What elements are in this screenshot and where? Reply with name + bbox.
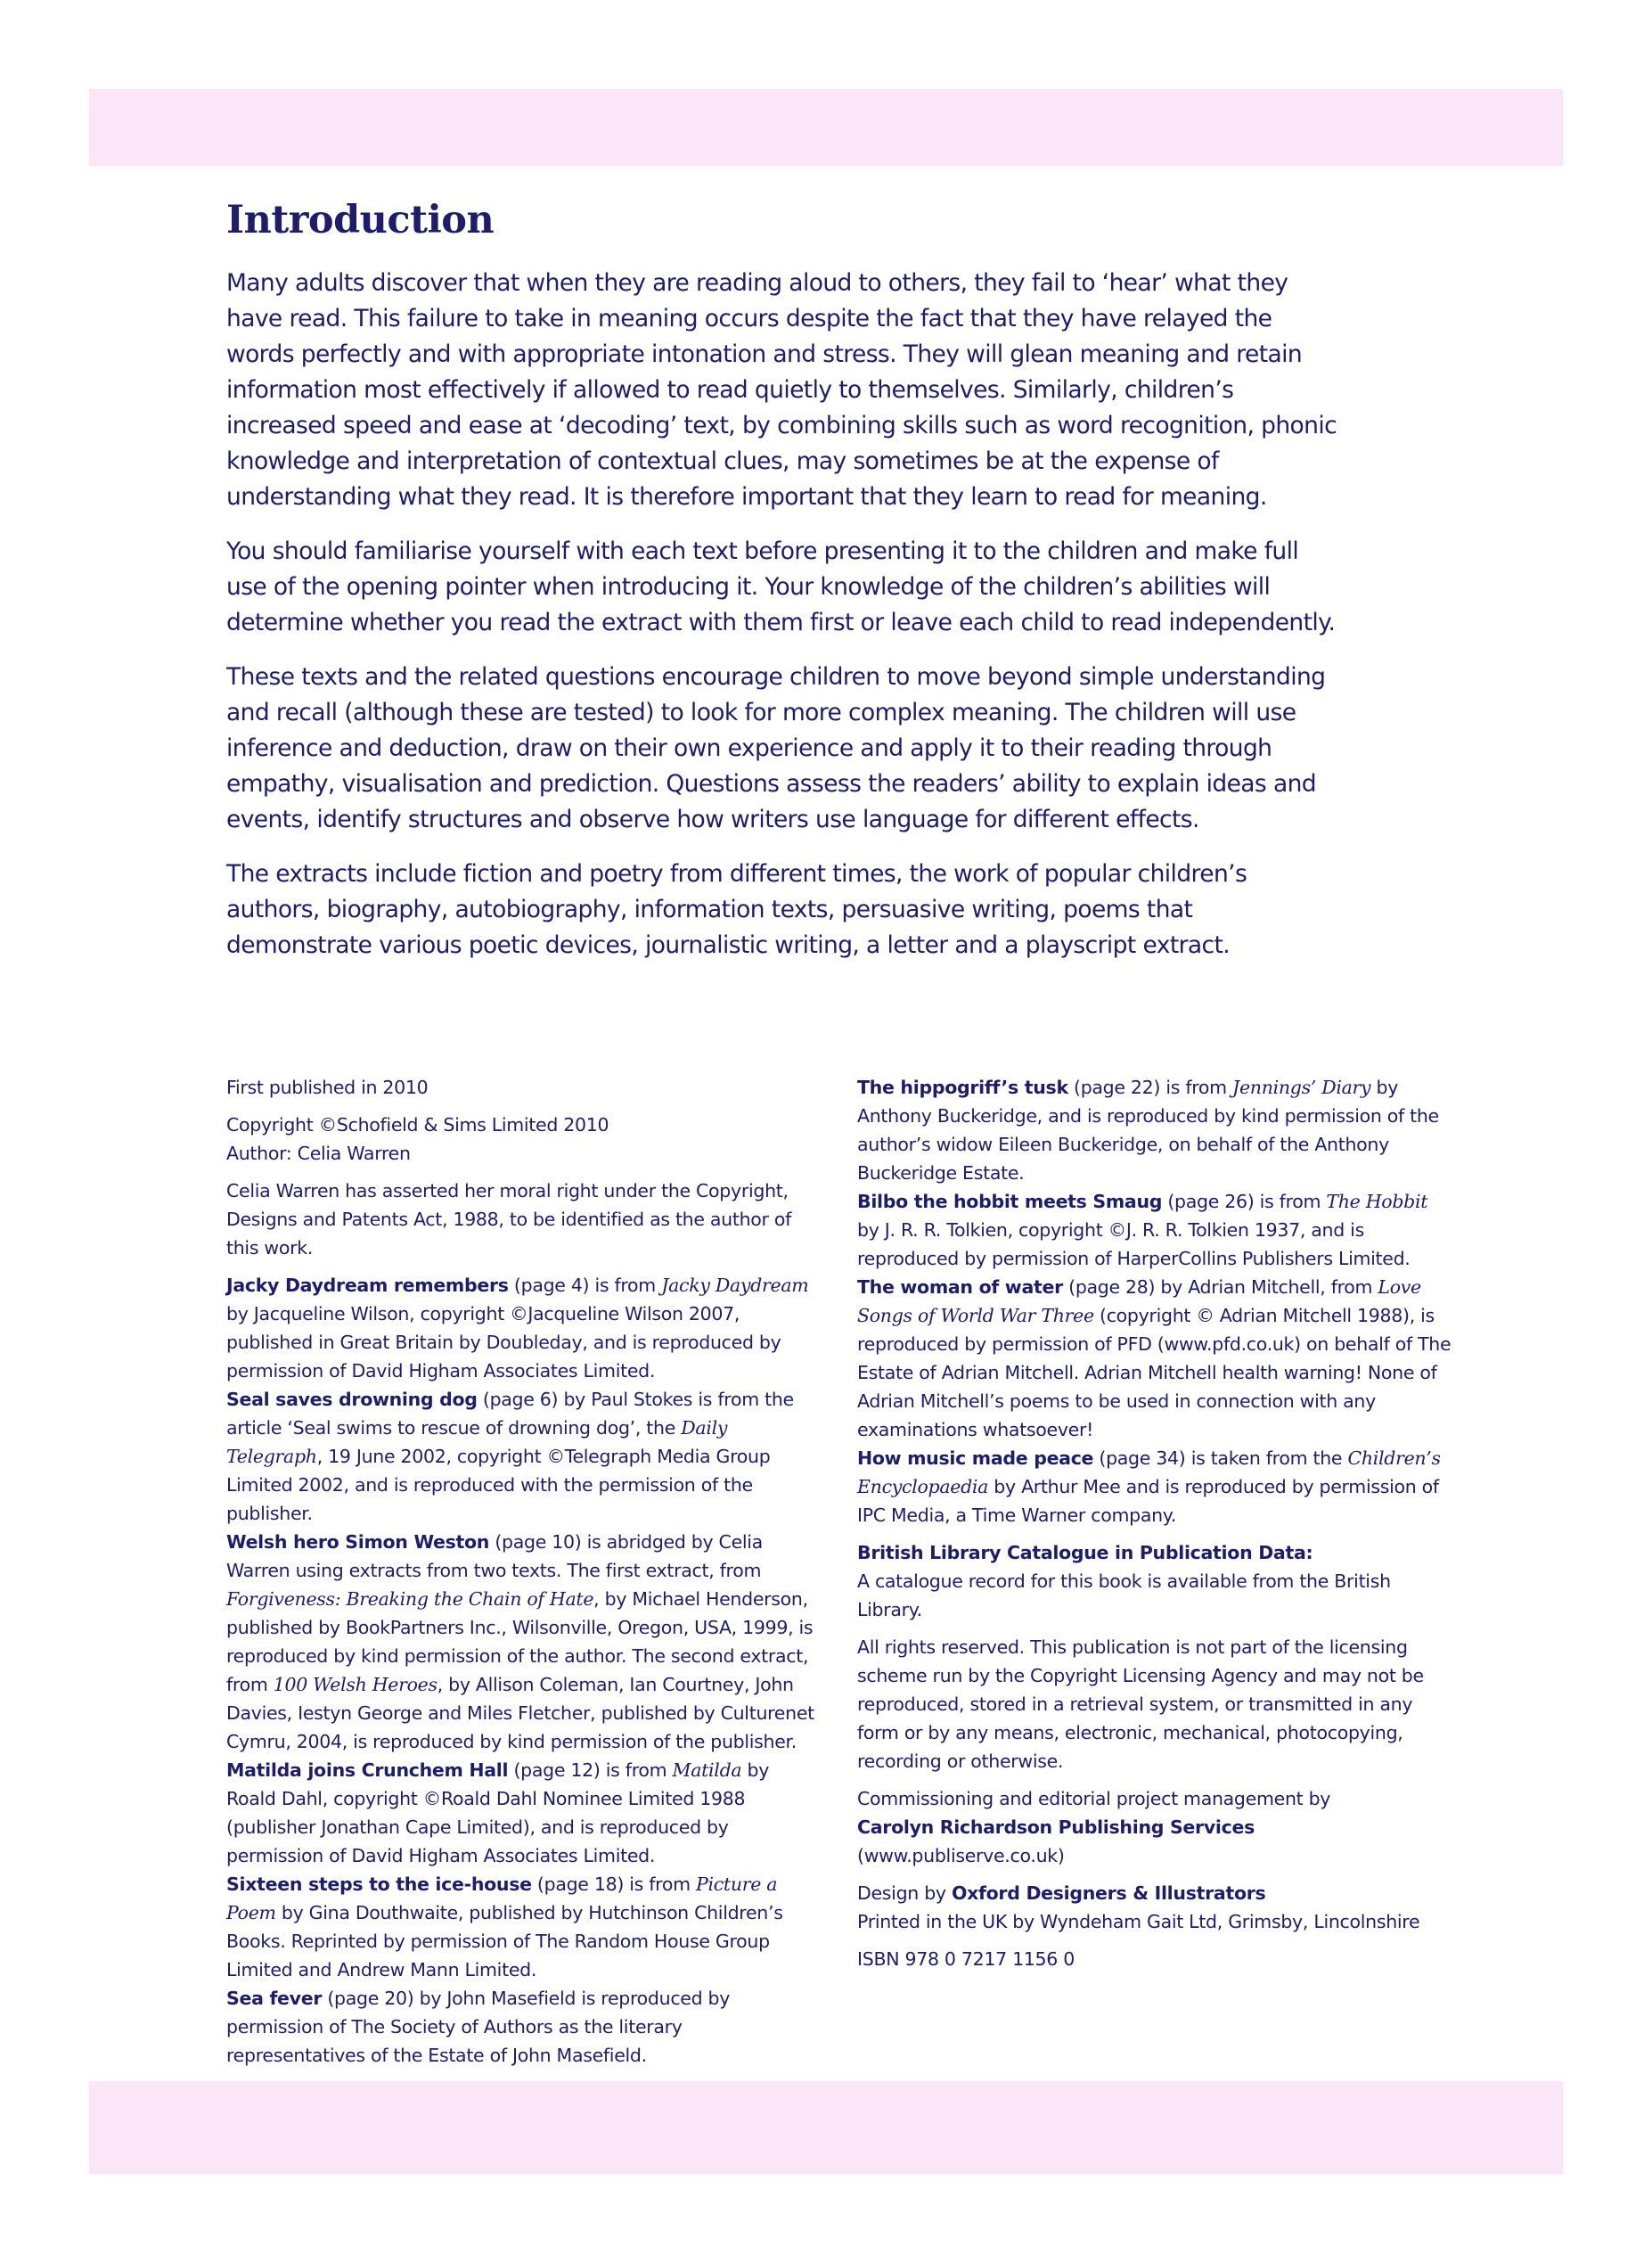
- credit-music-peace: [857, 1444, 1454, 1529]
- commissioning-line: Commissioning and editorial project management by: [857, 1788, 1331, 1809]
- credit-book-title: Jennings’ Diary: [1232, 1077, 1371, 1098]
- page-title: Introduction: [226, 198, 495, 242]
- credit-sixteen-steps: [226, 1870, 823, 1984]
- credit-text: by Arthur Mee and is reproduced by permission of IPC Media, a Time Warner company.: [857, 1476, 1439, 1526]
- imprint-right-column: [857, 1073, 1454, 1982]
- credit-text: (page 26) is from: [1162, 1191, 1327, 1212]
- credit-title: How music made peace: [857, 1447, 1094, 1469]
- credit-text: , by Michael Henderson, published by BookPartners Inc., Wilsonville, Oregon, USA, 1999, is reproduced by kind permission of the author. The second extract, from: [226, 1588, 814, 1695]
- intro-paragraph-2: You should familiarise yourself with each text before presenting it to the children and make full use of the opening pointer when introducing it. Your knowledge of the children’s abilities will determine whether you read the extract with them first or leave each child to read independently.: [226, 537, 1336, 636]
- bottom-decorative-band: [89, 2081, 1563, 2174]
- credit-title: Jacky Daydream remembers: [226, 1275, 509, 1296]
- credit-text: , by Allison Coleman, Ian Courtney, John Davies, Iestyn George and Miles Fletcher, published by Culturenet Cymru, 2004, is reproduced by kind permission of the publisher.: [226, 1674, 814, 1752]
- credit-bilbo: [857, 1187, 1454, 1273]
- credit-book-title: Love Songs of World War Three: [857, 1276, 1421, 1326]
- british-library-text: A catalogue record for this book is available from the British Library.: [857, 1570, 1391, 1620]
- credit-text: (page 10) is abridged by Celia Warren using extracts from two texts. The first extract, from: [226, 1531, 763, 1581]
- editorial-website: (www.publiserve.co.uk): [857, 1845, 1065, 1866]
- introduction-section: [226, 198, 1340, 982]
- credit-text: (page 22) is from: [1067, 1077, 1233, 1098]
- intro-paragraph-4: The extracts include fiction and poetry from different times, the work of popular children’s authors, biography, autobiography, information texts, persuasive writing, poems that demonstrate various poetic devices, journalistic writing, a letter and a playscript extract.: [226, 860, 1247, 959]
- intro-paragraph-1: Many adults discover that when they are reading aloud to others, they fail to ‘hear’ what they have read. This failure to take in meaning occurs despite the fact that they have relayed the words perfectly and with appropriate intonation and stress. They will glean meaning and retain information most effectively if allowed to read quietly to themselves. Similarly, children’s increased speed and ease at ‘decoding’ text, by combining skills such as word recognition, phonic knowledge and interpretation of contextual clues, may sometimes be at the expense of understanding what they read. It is therefore important that they learn to read for meaning.: [226, 269, 1337, 511]
- printer-line: Printed in the UK by Wyndeham Gait Ltd, Grimsby, Lincolnshire: [857, 1911, 1420, 1932]
- credit-text: (page 34) is taken from the: [1093, 1447, 1348, 1469]
- credit-book-title: The Hobbit: [1326, 1191, 1428, 1212]
- design-credit: [857, 1879, 1454, 1907]
- credit-book-title: Picture a Poem: [226, 1874, 778, 1923]
- credit-hippogriff: [857, 1073, 1454, 1187]
- credit-text: , 19 June 2002, copyright ©Telegraph Media Group Limited 2002, and is reproduced with the permission of the publisher.: [226, 1446, 771, 1524]
- credit-seal-saves: [226, 1385, 823, 1528]
- credit-text: (page 28) by Adrian Mitchell, from: [1062, 1276, 1378, 1298]
- credit-book-title: Daily Telegraph: [226, 1417, 728, 1467]
- credit-text: (copyright © Adrian Mitchell 1988), is reproduced by permission of PFD (www.pfd.co.uk) on behalf of The Estate of Adrian Mitchell. Adrian Mitchell health warning! None of Adrian Mitchell’s poems to be used in connection with any examinations whatsoever!: [857, 1305, 1452, 1440]
- rights-notice: All rights reserved. This publication is not part of the licensing scheme run by the Copyright Licensing Agency and may not be reproduced, stored in a retrieval system, or transmitted in any form or by any means, electronic, mechanical, photocopying, recording or otherwise.: [857, 1636, 1424, 1772]
- credit-book-title: 100 Welsh Heroes: [273, 1674, 438, 1695]
- credit-jacky-daydream: [226, 1271, 823, 1385]
- credit-book-title: Forgiveness: Breaking the Chain of Hate: [226, 1588, 594, 1610]
- credit-text: (page 18) is from: [531, 1874, 696, 1895]
- credit-book-title: Children’s Encyclopaedia: [857, 1447, 1441, 1497]
- credit-text: by Roald Dahl, copyright ©Roald Dahl Nominee Limited 1988 (publisher Jonathan Cape Limited), and is reproduced by permission of David Higham Associates Limited.: [226, 1759, 770, 1866]
- credit-title: Bilbo the hobbit meets Smaug: [857, 1191, 1163, 1212]
- credit-title: Seal saves drowning dog: [226, 1389, 478, 1410]
- credit-text: by J. R. R. Tolkien, copyright ©J. R. R. Tolkien 1937, and is reproduced by permission of HarperCollins Publishers Limited.: [857, 1219, 1411, 1269]
- credit-sea-fever: [226, 1984, 823, 2070]
- credit-text: (page 6) by Paul Stokes is from the article ‘Seal swims to rescue of drowning dog’, the: [226, 1389, 794, 1439]
- imprint-left-column: [226, 1073, 823, 2070]
- first-published: First published in 2010: [226, 1077, 429, 1098]
- credit-woman-of-water: [857, 1273, 1454, 1444]
- isbn: ISBN 978 0 7217 1156 0: [857, 1948, 1075, 1970]
- credit-text: by Jacqueline Wilson, copyright ©Jacqueline Wilson 2007, published in Great Britain by Doubleday, and is reproduced by permission of David Higham Associates Limited.: [226, 1303, 781, 1382]
- credit-book-title: Matilda: [672, 1759, 742, 1781]
- author-line: Author: Celia Warren: [226, 1143, 411, 1164]
- credit-text: (page 20) by John Masefield is reproduced by permission of The Society of Authors as the literary representatives of the Estate of John Masefield.: [226, 1988, 731, 2066]
- designers-name: Oxford Designers & Illustrators: [951, 1882, 1266, 1904]
- credit-matilda: [226, 1756, 823, 1870]
- credit-text: by Anthony Buckeridge, and is reproduced by kind permission of the author’s widow Eileen Buckeridge, on behalf of the Anthony Buckeridge Estate.: [857, 1077, 1439, 1184]
- credit-text: (page 12) is from: [508, 1759, 673, 1781]
- credit-text: by Gina Douthwaite, published by Hutchinson Children’s Books. Reprinted by permission of The Random House Group Limited and Andrew Mann Limited.: [226, 1902, 783, 1980]
- credit-title: Sixteen steps to the ice-house: [226, 1874, 532, 1895]
- credit-book-title: Jacky Daydream: [661, 1275, 809, 1296]
- moral-right-notice: Celia Warren has asserted her moral right under the Copyright, Designs and Patents Act, 1988, to be identified as the author of this work.: [226, 1180, 792, 1259]
- credit-title: The hippogriff’s tusk: [857, 1077, 1068, 1098]
- credit-title: Matilda joins Crunchem Hall: [226, 1759, 509, 1781]
- british-library-title: British Library Catalogue in Publication Data:: [857, 1542, 1313, 1563]
- credit-title: Welsh hero Simon Weston: [226, 1531, 490, 1553]
- credit-title: The woman of water: [857, 1276, 1063, 1298]
- copyright-line: Copyright ©Schofield & Sims Limited 2010: [226, 1114, 609, 1136]
- design-label: Design by: [857, 1882, 952, 1904]
- credit-text: (page 4) is from: [508, 1275, 662, 1296]
- credit-welsh-hero: [226, 1528, 823, 1756]
- editorial-company: Carolyn Richardson Publishing Services: [857, 1816, 1255, 1838]
- intro-paragraph-3: These texts and the related questions encourage children to move beyond simple understanding and recall (although these are tested) to look for more complex meaning. The children will use inference and deduction, draw on their own experience and apply it to their reading through empathy, visualisation and prediction. Questions assess the readers’ ability to explain ideas and events, identify structures and observe how writers use language for different effects.: [226, 663, 1326, 833]
- top-decorative-band: [89, 89, 1563, 166]
- credit-title: Sea fever: [226, 1988, 323, 2009]
